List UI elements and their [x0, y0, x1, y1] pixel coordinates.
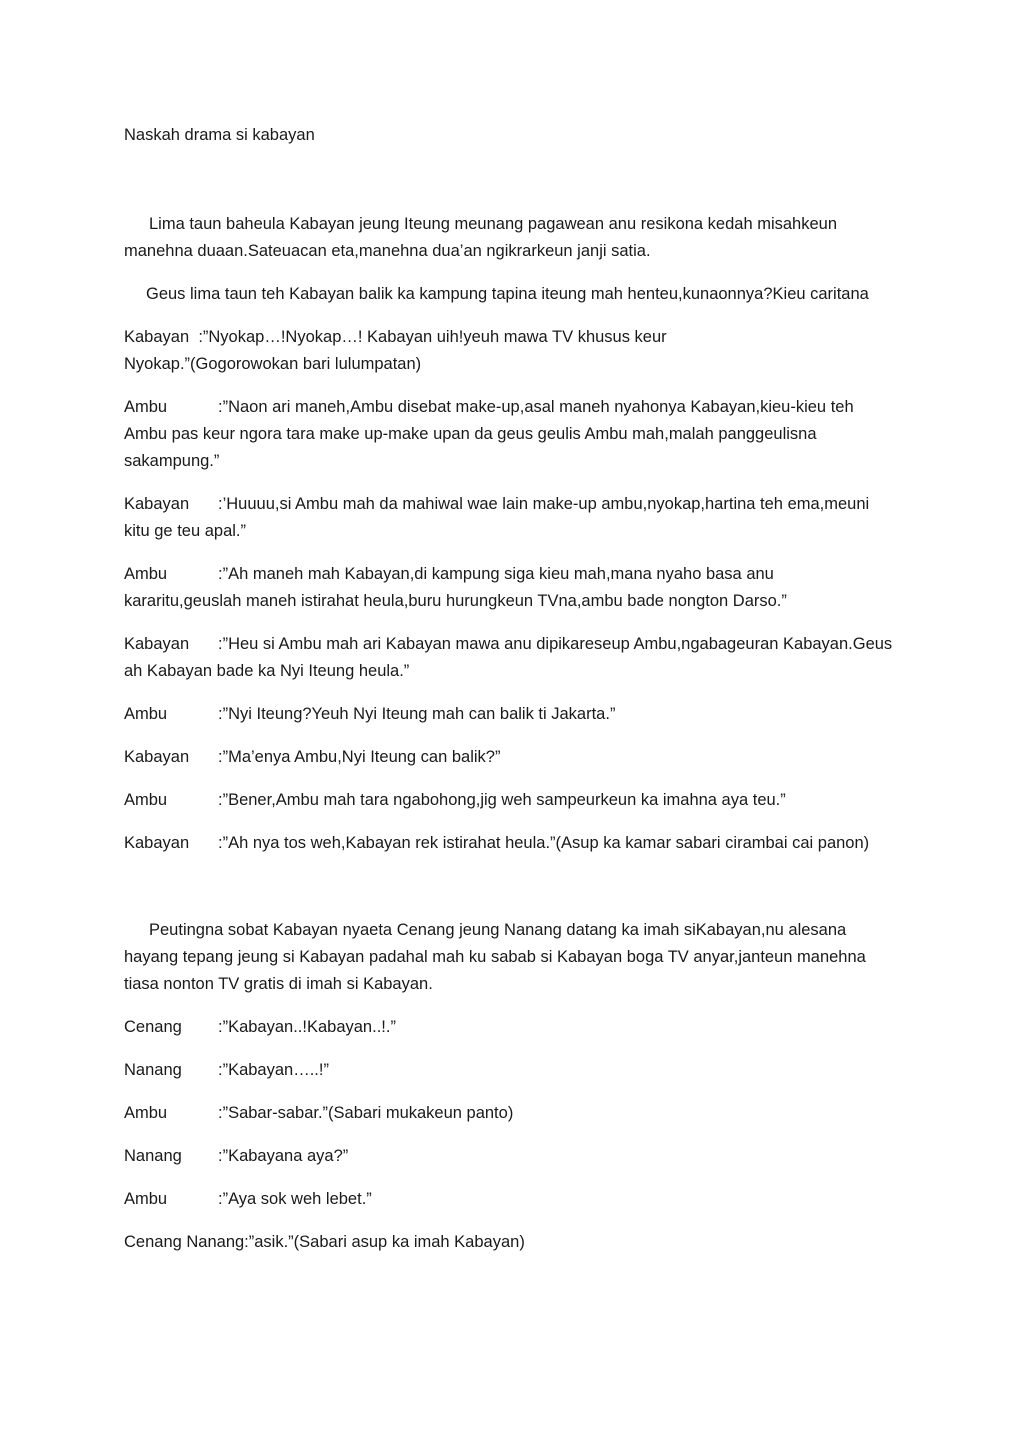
- dialog-text: :”Ah maneh mah Kabayan,di kampung siga kieu mah,mana nyaho basa anu kararitu,geuslah maneh istirahat heula,buru hurungkeun TVna,ambu bade nongton Darso.”: [124, 565, 787, 610]
- speaker-name: Nanang: [124, 1147, 182, 1165]
- dialog-line: [124, 830, 894, 857]
- dialog-line: [124, 491, 894, 545]
- dialog-text: :”Naon ari maneh,Ambu disebat make-up,asal maneh nyahonya Kabayan,kieu-kieu teh Ambu pas keur ngora tara make up-make upan da geus geulis Ambu mah,malah panggeulisna sakampung.”: [124, 398, 854, 470]
- speaker-name: Ambu: [124, 1104, 168, 1122]
- speaker-name: Ambu: [124, 565, 168, 583]
- dialog-text: :”Kabayana aya?”: [218, 1147, 349, 1165]
- speaker-name: Kabayan: [124, 748, 190, 766]
- dialog-line: [124, 1100, 894, 1127]
- dialog-text: :”Aya sok weh lebet.”: [218, 1190, 372, 1208]
- dialog-line: [124, 561, 894, 615]
- narration-paragraph-2: Geus lima taun teh Kabayan balik ka kampung tapina iteung mah henteu,kunaonnya?Kieu caritana: [146, 285, 869, 303]
- dialog-line: [124, 701, 894, 728]
- speaker-name: Ambu: [124, 1190, 168, 1208]
- speaker-name: Nanang: [124, 1061, 182, 1079]
- speaker-name: Cenang: [124, 1018, 182, 1036]
- dialog-line: [124, 787, 894, 814]
- dialog-line: [124, 1186, 894, 1213]
- closing-line: Cenang Nanang:”asik.”(Sabari asup ka imah Kabayan): [124, 1233, 525, 1251]
- dialog-text: :”Kabayan…..!”: [218, 1061, 329, 1079]
- document-title: Naskah drama si kabayan: [124, 126, 315, 144]
- dialog-text: :”Kabayan..!Kabayan..!.”: [218, 1018, 396, 1036]
- document-page: [124, 122, 894, 1272]
- dialog-text: :’Huuuu,si Ambu mah da mahiwal wae lain make-up ambu,nyokap,hartina teh ema,meuni kitu ge teu apal.”: [124, 495, 870, 540]
- dialog-line: [124, 1057, 894, 1084]
- dialog-text: :”Sabar-sabar.”(Sabari mukakeun panto): [218, 1104, 514, 1122]
- dialog-text: :”Heu si Ambu mah ari Kabayan mawa anu dipikareseup Ambu,ngabageuran Kabayan.Geus ah Kabayan bade ka Nyi Iteung heula.”: [124, 635, 893, 680]
- dialog-text: :”Bener,Ambu mah tara ngabohong,jig weh sampeurkeun ka imahna aya teu.”: [218, 791, 786, 809]
- dialog-text: :”Ah nya tos weh,Kabayan rek istirahat heula.”(Asup ka kamar sabari cirambai cai panon): [218, 834, 870, 852]
- speaker-name: Ambu: [124, 705, 168, 723]
- dialog-line: [124, 394, 894, 475]
- dialog-line: [124, 1014, 894, 1041]
- dialog-text-line-1: [124, 324, 894, 351]
- dialog-line: [124, 324, 894, 378]
- speaker-name: Kabayan: [124, 495, 190, 513]
- narration-paragraph-3: Peutingna sobat Kabayan nyaeta Cenang jeung Nanang datang ka imah siKabayan,nu alesana hayang tepang jeung si Kabayan padahal mah ku sabab si Kabayan boga TV anyar,janteun manehna tiasa nonton TV gratis di imah si Kabayan.: [124, 921, 866, 993]
- speaker-name: Ambu: [124, 398, 168, 416]
- speaker-name: Kabayan: [124, 328, 190, 346]
- speaker-name: Kabayan: [124, 834, 190, 852]
- section-spacer: [124, 873, 894, 917]
- speaker-name: Kabayan: [124, 635, 190, 653]
- speaker-name: Ambu: [124, 791, 168, 809]
- dialog-line: [124, 744, 894, 771]
- dialog-line: [124, 1143, 894, 1170]
- dialog-text-line-2: Nyokap.”(Gogorowokan bari lulumpatan): [124, 355, 422, 373]
- dialog-text: :”Nyokap…!Nyokap…! Kabayan uih!yeuh mawa TV khusus keur: [198, 328, 667, 346]
- dialog-text: :”Ma’enya Ambu,Nyi Iteung can balik?”: [218, 748, 501, 766]
- narration-paragraph-1: Lima taun baheula Kabayan jeung Iteung meunang pagawean anu resikona kedah misahkeun manehna duaan.Sateuacan eta,manehna dua’an ngikrarkeun janji satia.: [124, 215, 838, 260]
- dialog-line: [124, 631, 894, 685]
- dialog-text: :”Nyi Iteung?Yeuh Nyi Iteung mah can balik ti Jakarta.”: [218, 705, 616, 723]
